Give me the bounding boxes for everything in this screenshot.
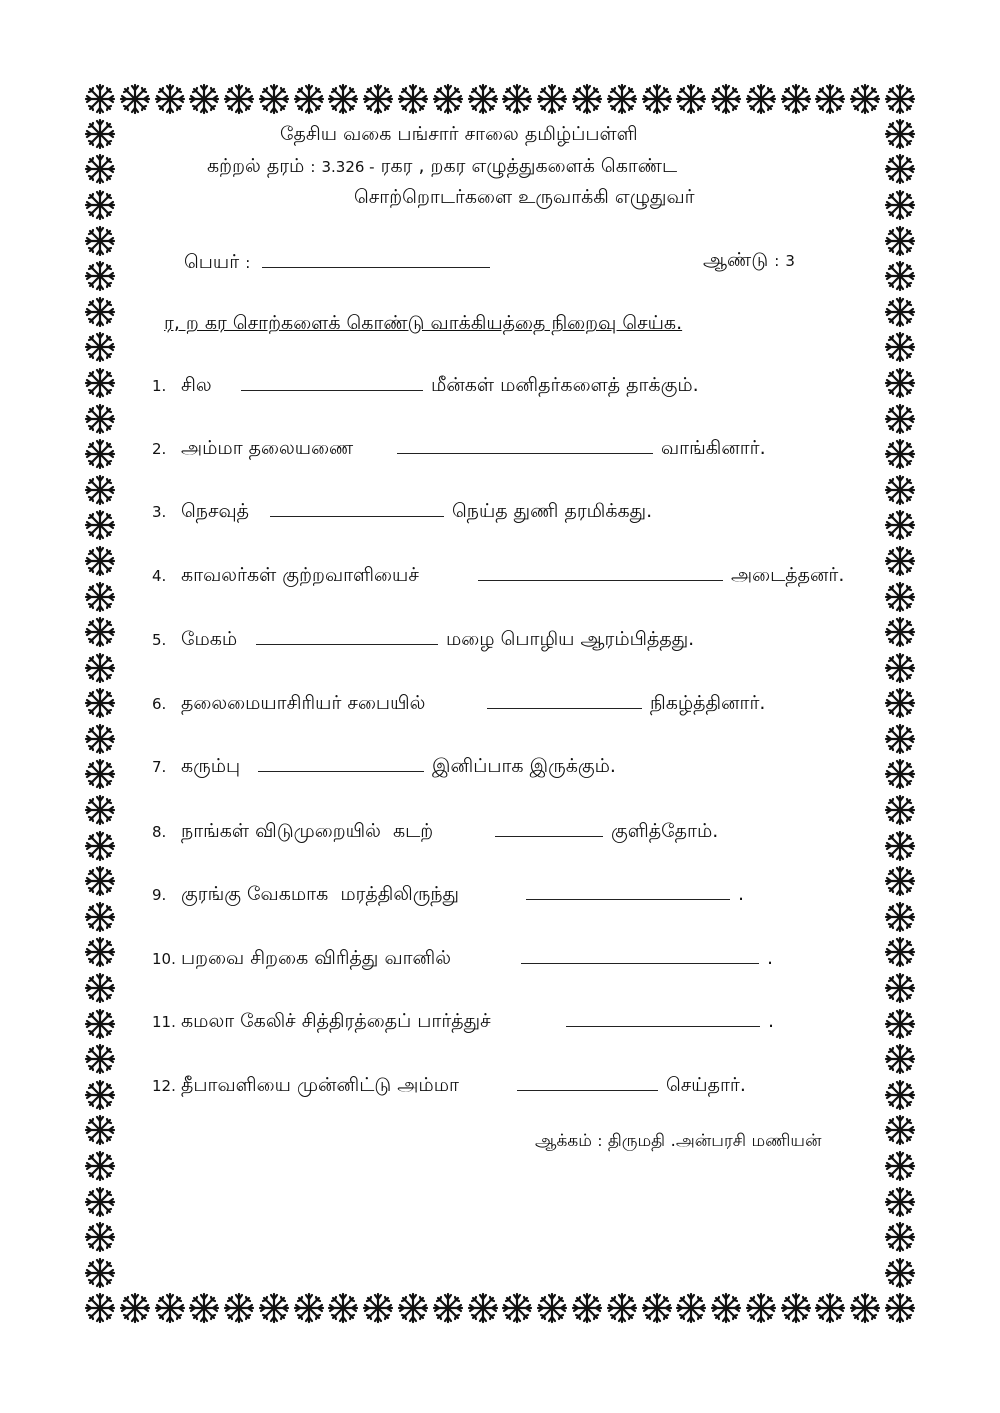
asterisk-flower-icon — [779, 1291, 813, 1325]
asterisk-flower-icon — [883, 437, 917, 471]
asterisk-flower-icon — [883, 864, 917, 898]
answer-blank[interactable] — [526, 881, 730, 900]
asterisk-flower-icon — [83, 402, 117, 436]
asterisk-flower-icon — [883, 402, 917, 436]
border-left — [83, 116, 117, 1291]
asterisk-flower-icon — [883, 224, 917, 258]
asterisk-flower-icon — [83, 152, 117, 186]
asterisk-flower-icon — [466, 82, 500, 116]
question-row — [152, 562, 844, 589]
asterisk-flower-icon — [466, 1291, 500, 1325]
question-text-before: நெசவுத் — [181, 500, 250, 522]
question-row — [152, 1072, 746, 1099]
question-text-after: . — [738, 883, 745, 905]
asterisk-flower-icon — [431, 1291, 465, 1325]
asterisk-flower-icon — [83, 437, 117, 471]
question-text-after: குளித்தோம். — [611, 820, 719, 842]
asterisk-flower-icon — [883, 117, 917, 151]
asterisk-flower-icon — [883, 295, 917, 329]
asterisk-flower-icon — [83, 1291, 117, 1325]
answer-blank[interactable] — [566, 1008, 760, 1027]
year-row — [703, 249, 795, 274]
answer-blank[interactable] — [478, 562, 723, 581]
asterisk-flower-icon — [848, 82, 882, 116]
asterisk-flower-icon — [883, 188, 917, 222]
asterisk-flower-icon — [83, 686, 117, 720]
asterisk-flower-icon — [883, 1113, 917, 1147]
question-number: 8. — [152, 823, 167, 841]
school-title: தேசிய வகை பங்சார் சாலை தமிழ்ப்பள்ளி — [280, 123, 638, 145]
standard-code: 3.326 - — [321, 158, 375, 176]
question-text-before: காவலர்கள் குற்றவாளியைச் — [181, 564, 419, 586]
question-text-before: அம்மா தலையணை — [181, 437, 354, 459]
answer-blank[interactable] — [258, 753, 424, 772]
asterisk-flower-icon — [848, 1291, 882, 1325]
question-text-after: மீன்கள் மனிதர்களைத் தாக்கும். — [431, 374, 699, 396]
asterisk-flower-icon — [640, 82, 674, 116]
asterisk-flower-icon — [883, 152, 917, 186]
question-number: 5. — [152, 631, 167, 649]
asterisk-flower-icon — [709, 1291, 743, 1325]
year-label: ஆண்டு — [703, 249, 769, 271]
asterisk-flower-icon — [83, 1149, 117, 1183]
question-text-before: சில — [181, 374, 212, 396]
asterisk-flower-icon — [605, 82, 639, 116]
asterisk-flower-icon — [83, 722, 117, 756]
asterisk-flower-icon — [361, 1291, 395, 1325]
question-number: 7. — [152, 758, 167, 776]
asterisk-flower-icon — [883, 330, 917, 364]
asterisk-flower-icon — [813, 82, 847, 116]
answer-blank[interactable] — [241, 372, 423, 391]
border-bottom — [83, 1291, 917, 1325]
answer-blank[interactable] — [397, 435, 653, 454]
asterisk-flower-icon — [883, 1042, 917, 1076]
credit — [535, 1131, 821, 1153]
asterisk-flower-icon — [709, 82, 743, 116]
asterisk-flower-icon — [83, 1042, 117, 1076]
question-number: 6. — [152, 695, 167, 713]
answer-blank[interactable] — [270, 498, 444, 517]
question-number: 10. — [152, 950, 176, 968]
asterisk-flower-icon — [292, 82, 326, 116]
asterisk-flower-icon — [83, 580, 117, 614]
asterisk-flower-icon — [83, 295, 117, 329]
question-number: 9. — [152, 886, 167, 904]
asterisk-flower-icon — [883, 1220, 917, 1254]
asterisk-flower-icon — [883, 900, 917, 934]
asterisk-flower-icon — [326, 1291, 360, 1325]
question-row — [152, 626, 694, 653]
asterisk-flower-icon — [883, 757, 917, 791]
asterisk-flower-icon — [257, 82, 291, 116]
question-number: 3. — [152, 503, 167, 521]
name-row — [184, 249, 490, 276]
asterisk-flower-icon — [83, 544, 117, 578]
question-text-before: கமலா கேலிச் சித்திரத்தைப் பார்த்துச் — [181, 1010, 491, 1032]
asterisk-flower-icon — [883, 686, 917, 720]
asterisk-flower-icon — [83, 971, 117, 1005]
question-text-after: செய்தார். — [666, 1074, 746, 1096]
asterisk-flower-icon — [883, 793, 917, 827]
asterisk-flower-icon — [431, 82, 465, 116]
question-row — [152, 818, 718, 845]
question-text-before: குரங்கு வேகமாக மரத்திலிருந்து — [181, 883, 459, 905]
asterisk-flower-icon — [153, 82, 187, 116]
learning-standard — [207, 155, 677, 180]
answer-blank[interactable] — [517, 1072, 658, 1091]
question-text-before: தலைமையாசிரியர் சபையில் — [181, 692, 426, 714]
asterisk-flower-icon — [257, 1291, 291, 1325]
standard-text-1: ரகர , றகர எழுத்துகளைக் கொண்ட — [380, 155, 678, 177]
year-value: 3 — [785, 252, 795, 270]
asterisk-flower-icon — [222, 1291, 256, 1325]
asterisk-flower-icon — [535, 1291, 569, 1325]
asterisk-flower-icon — [83, 1113, 117, 1147]
asterisk-flower-icon — [83, 473, 117, 507]
standard-sep: : — [310, 158, 316, 176]
asterisk-flower-icon — [83, 224, 117, 258]
asterisk-flower-icon — [883, 1149, 917, 1183]
asterisk-flower-icon — [883, 1256, 917, 1290]
asterisk-flower-icon — [361, 82, 395, 116]
question-text-after: நிகழ்த்தினார். — [650, 692, 766, 714]
asterisk-flower-icon — [118, 1291, 152, 1325]
answer-blank[interactable] — [495, 818, 603, 837]
asterisk-flower-icon — [83, 1078, 117, 1112]
asterisk-flower-icon — [83, 651, 117, 685]
asterisk-flower-icon — [83, 1185, 117, 1219]
year-sep: : — [774, 252, 780, 270]
name-field[interactable] — [262, 249, 490, 268]
question-text-after: நெய்த துணி தரமிக்கது. — [452, 500, 653, 522]
asterisk-flower-icon — [570, 82, 604, 116]
question-row — [152, 372, 699, 399]
question-number: 2. — [152, 440, 167, 458]
asterisk-flower-icon — [883, 1007, 917, 1041]
asterisk-flower-icon — [883, 829, 917, 863]
asterisk-flower-icon — [674, 1291, 708, 1325]
question-text-before: மேகம் — [181, 628, 238, 650]
asterisk-flower-icon — [883, 1185, 917, 1219]
instruction: ர, ற கர சொற்களைக் கொண்டு வாக்கியத்தை நிறைவு செய்க. — [164, 312, 683, 334]
asterisk-flower-icon — [883, 971, 917, 1005]
question-number: 4. — [152, 567, 167, 585]
asterisk-flower-icon — [83, 793, 117, 827]
question-row — [152, 498, 652, 525]
asterisk-flower-icon — [535, 82, 569, 116]
question-text-after: இனிப்பாக இருக்கும். — [432, 755, 616, 777]
asterisk-flower-icon — [744, 1291, 778, 1325]
question-text-after: . — [767, 947, 774, 969]
border-top — [83, 82, 917, 116]
asterisk-flower-icon — [83, 366, 117, 400]
asterisk-flower-icon — [83, 117, 117, 151]
question-text-after: வாங்கினார். — [661, 437, 766, 459]
question-row — [152, 881, 744, 908]
asterisk-flower-icon — [83, 330, 117, 364]
question-row — [152, 945, 773, 972]
asterisk-flower-icon — [83, 615, 117, 649]
asterisk-flower-icon — [83, 1256, 117, 1290]
answer-blank[interactable] — [521, 945, 759, 964]
question-row — [152, 1008, 774, 1035]
asterisk-flower-icon — [83, 757, 117, 791]
credit-author: திருமதி .அன்பரசி மணியன் — [607, 1131, 822, 1151]
question-number: 12. — [152, 1077, 176, 1095]
asterisk-flower-icon — [326, 82, 360, 116]
question-text-after: . — [768, 1010, 775, 1032]
asterisk-flower-icon — [83, 1007, 117, 1041]
asterisk-flower-icon — [83, 864, 117, 898]
asterisk-flower-icon — [187, 82, 221, 116]
asterisk-flower-icon — [83, 935, 117, 969]
answer-blank[interactable] — [256, 626, 438, 645]
asterisk-flower-icon — [883, 82, 917, 116]
asterisk-flower-icon — [883, 615, 917, 649]
asterisk-flower-icon — [883, 1291, 917, 1325]
answer-blank[interactable] — [487, 690, 642, 709]
asterisk-flower-icon — [292, 1291, 326, 1325]
question-number: 1. — [152, 377, 167, 395]
asterisk-flower-icon — [883, 473, 917, 507]
asterisk-flower-icon — [883, 1078, 917, 1112]
asterisk-flower-icon — [83, 188, 117, 222]
question-text-before: தீபாவளியை முன்னிட்டு அம்மா — [181, 1074, 459, 1096]
asterisk-flower-icon — [83, 82, 117, 116]
asterisk-flower-icon — [83, 1220, 117, 1254]
name-label: பெயர் — [184, 251, 240, 273]
asterisk-flower-icon — [83, 829, 117, 863]
asterisk-flower-icon — [500, 82, 534, 116]
asterisk-flower-icon — [222, 82, 256, 116]
question-row — [152, 753, 616, 780]
asterisk-flower-icon — [883, 935, 917, 969]
asterisk-flower-icon — [744, 82, 778, 116]
question-text-after: அடைத்தனர். — [731, 564, 845, 586]
asterisk-flower-icon — [674, 82, 708, 116]
asterisk-flower-icon — [500, 1291, 534, 1325]
asterisk-flower-icon — [883, 580, 917, 614]
asterisk-flower-icon — [83, 508, 117, 542]
asterisk-flower-icon — [779, 82, 813, 116]
question-text-before: கரும்பு — [181, 755, 241, 777]
asterisk-flower-icon — [883, 651, 917, 685]
standard-label: கற்றல் தரம் — [207, 155, 305, 177]
asterisk-flower-icon — [883, 722, 917, 756]
question-row — [152, 690, 765, 717]
asterisk-flower-icon — [570, 1291, 604, 1325]
standard-text-2: சொற்றொடர்களை உருவாக்கி எழுதுவர் — [354, 186, 695, 208]
asterisk-flower-icon — [883, 508, 917, 542]
asterisk-flower-icon — [118, 82, 152, 116]
question-row — [152, 435, 766, 462]
asterisk-flower-icon — [396, 82, 430, 116]
asterisk-flower-icon — [640, 1291, 674, 1325]
question-text-before: நாங்கள் விடுமுறையில் கடற் — [181, 820, 434, 842]
asterisk-flower-icon — [883, 544, 917, 578]
asterisk-flower-icon — [813, 1291, 847, 1325]
asterisk-flower-icon — [83, 259, 117, 293]
question-number: 11. — [152, 1013, 176, 1031]
asterisk-flower-icon — [605, 1291, 639, 1325]
border-right — [883, 116, 917, 1291]
credit-label: ஆக்கம் — [535, 1131, 592, 1151]
credit-sep: : — [597, 1132, 603, 1150]
asterisk-flower-icon — [153, 1291, 187, 1325]
asterisk-flower-icon — [396, 1291, 430, 1325]
asterisk-flower-icon — [187, 1291, 221, 1325]
question-text-after: மழை பொழிய ஆரம்பித்தது. — [446, 628, 695, 650]
asterisk-flower-icon — [83, 900, 117, 934]
asterisk-flower-icon — [883, 366, 917, 400]
asterisk-flower-icon — [883, 259, 917, 293]
question-text-before: பறவை சிறகை விரித்து வானில் — [181, 947, 452, 969]
name-sep: : — [245, 254, 251, 272]
